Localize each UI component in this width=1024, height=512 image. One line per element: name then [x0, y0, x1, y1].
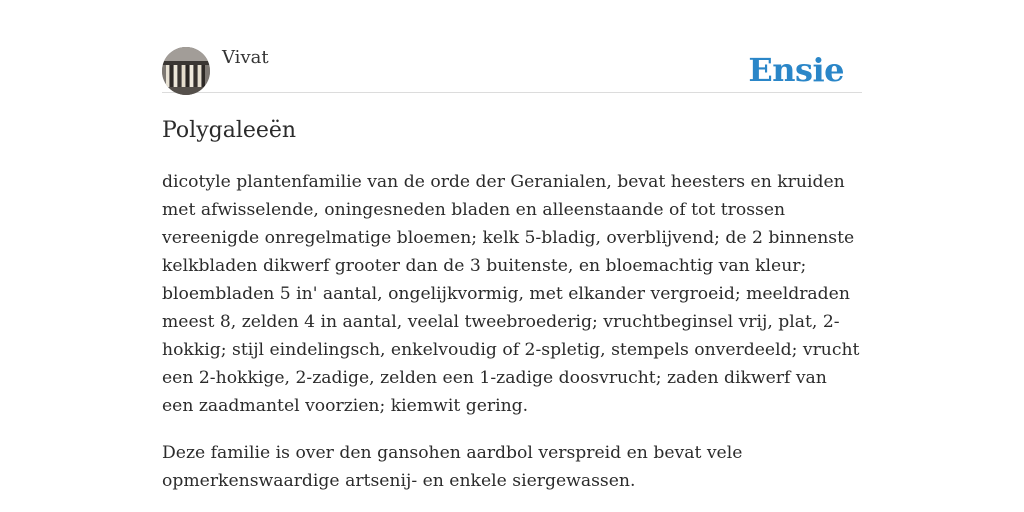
entry-body: [162, 168, 862, 512]
book-spines-avatar-icon: [162, 47, 210, 95]
entry-page: [162, 0, 862, 491]
entry-paragraph: Deze familie is over den gansohen aardbol verspreid en bevat vele opmerkenswaardige artsenij- en enkele siergewassen.: [162, 443, 743, 491]
author-avatar[interactable]: [162, 47, 210, 95]
header: [162, 0, 862, 93]
ensie-logo-link[interactable]: Ensie: [748, 51, 844, 89]
author-name-link[interactable]: Vivat: [222, 47, 269, 68]
entry-paragraph: dicotyle plantenfamilie van de orde der Geranialen, bevat heesters en kruiden met afwisselende, oningesneden bladen en alleenstaande of tot trossen vereenigde onregelmatige bloemen; kelk 5-bladig, overblijvend; de 2 binnenste kelkbladen dikwerf grooter dan de 3 buitenste, en bloemachtig van kleur; bloembladen 5 in' aantal, ongelijkvormig, met elkander vergroeid; meeldraden meest 8, zelden 4 in aantal, veelal tweebroederig; vruchtbeginsel vrij, plat, 2-hokkig; stijl eindelingsch, enkelvoudig of 2-spletig, stempels onverdeeld; vrucht een 2-hokkige, 2-zadige, zelden een 1-zadige doosvrucht; zaden dikwerf van een zaadmantel voorzien; kiemwit gering.: [162, 172, 860, 416]
entry-title: Polygaleeën: [162, 118, 297, 143]
